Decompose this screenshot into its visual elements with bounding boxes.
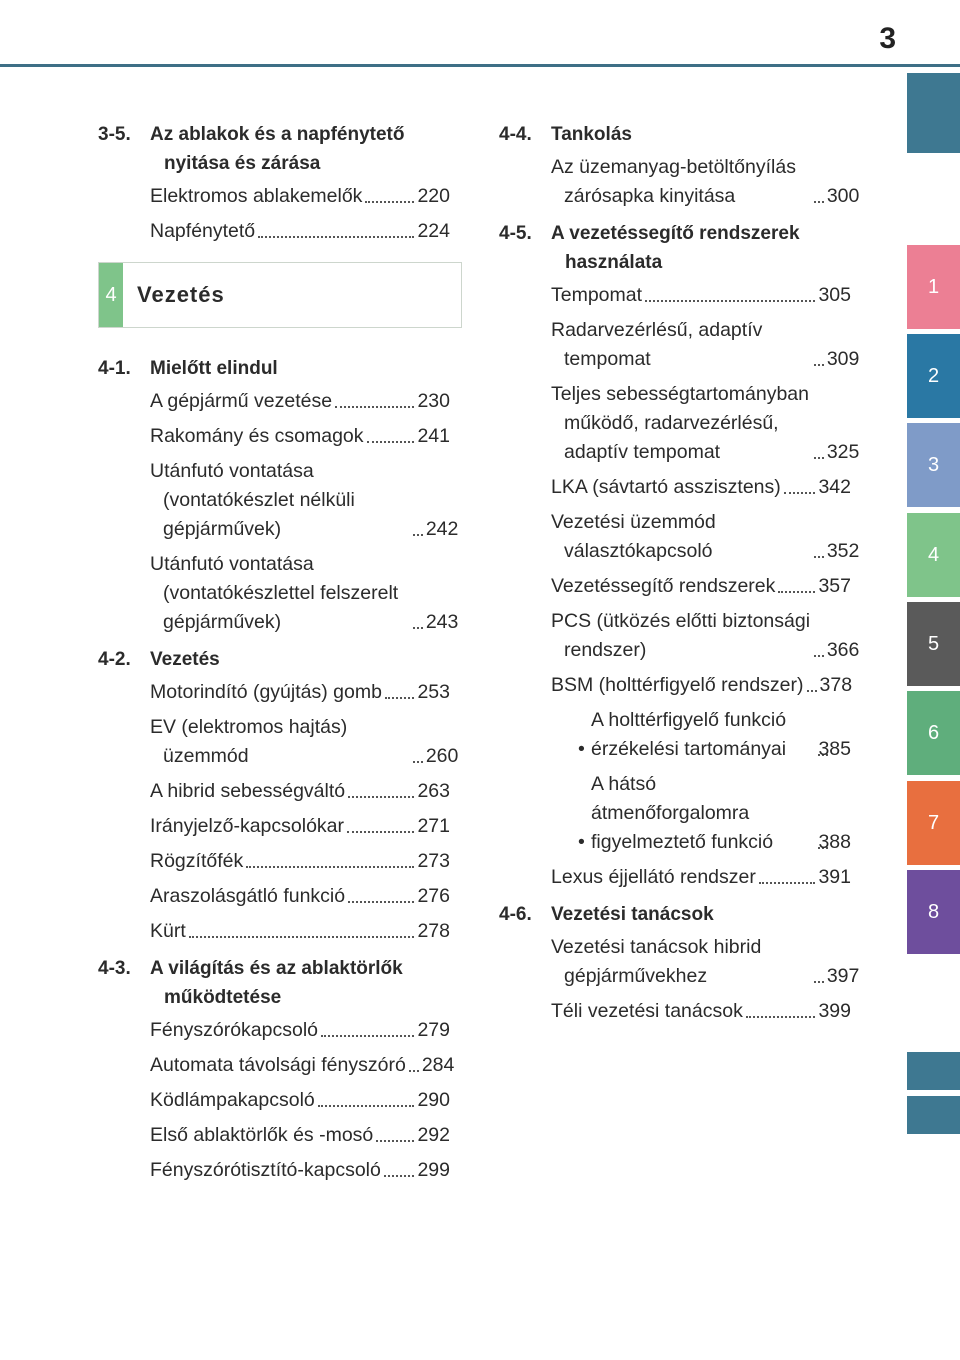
leader-dots bbox=[318, 1105, 415, 1107]
entry-page: 305 bbox=[818, 284, 851, 306]
entry-label: BSM (holttérfigyelő rendszer) bbox=[551, 674, 804, 696]
chapter-tab-2[interactable]: 2 bbox=[907, 334, 960, 418]
toc-entry[interactable] bbox=[150, 882, 450, 911]
toc-subentry[interactable] bbox=[565, 770, 851, 857]
entry-label: Radarvezérlésű, adaptív tempomat bbox=[551, 319, 763, 370]
section-heading[interactable] bbox=[499, 120, 851, 149]
toc-entry[interactable] bbox=[551, 380, 860, 467]
entry-label: Fényszórótisztító-kapcsoló bbox=[150, 1159, 381, 1181]
entry-page: 276 bbox=[417, 885, 450, 907]
entry-label: Elektromos ablakemelők bbox=[150, 185, 363, 207]
leader-dots bbox=[413, 627, 423, 629]
leader-dots bbox=[784, 492, 816, 494]
entry-label: Irányjelző-kapcsolókar bbox=[150, 815, 345, 837]
section-heading[interactable] bbox=[98, 645, 450, 674]
entry-page: 263 bbox=[417, 780, 450, 802]
entry-label: Araszolásgátló funkció bbox=[150, 885, 346, 907]
toc-entry[interactable] bbox=[551, 863, 851, 892]
leader-dots bbox=[409, 1070, 419, 1072]
toc-subentry[interactable] bbox=[565, 706, 851, 764]
toc-entry[interactable] bbox=[150, 713, 459, 771]
toc-entry[interactable] bbox=[150, 1016, 450, 1045]
toc-entry[interactable] bbox=[150, 1051, 455, 1080]
toc-section-4-3 bbox=[98, 954, 455, 1185]
section-number: 4-3. bbox=[98, 958, 131, 979]
entry-page: 243 bbox=[425, 611, 459, 633]
entry-label: Utánfutó vontatása (vontatókészlettel felszerelt gépjárművek) bbox=[150, 553, 399, 633]
chapter-number: 4 bbox=[99, 263, 123, 327]
leader-dots bbox=[814, 201, 824, 203]
leader-dots bbox=[814, 981, 824, 983]
entry-page: 284 bbox=[421, 1054, 455, 1076]
section-title: Az ablakok és a napfénytető nyitása és zárása bbox=[150, 124, 405, 174]
section-heading[interactable] bbox=[98, 354, 450, 383]
bullet-icon: • bbox=[578, 738, 585, 760]
chapter-tab-7[interactable]: 7 bbox=[907, 781, 960, 865]
entry-page: 378 bbox=[819, 674, 853, 696]
entry-page: 279 bbox=[417, 1019, 450, 1041]
section-heading[interactable] bbox=[499, 219, 851, 277]
entry-page: 357 bbox=[818, 575, 851, 597]
leader-dots bbox=[814, 364, 824, 366]
chapter-heading[interactable] bbox=[98, 262, 462, 328]
leader-dots bbox=[367, 441, 415, 443]
toc-entry[interactable] bbox=[551, 153, 860, 211]
section-title: Tankolás bbox=[551, 124, 632, 145]
section-number: 3-5. bbox=[98, 124, 131, 145]
toc-entry[interactable] bbox=[150, 812, 450, 841]
toc-entry[interactable] bbox=[150, 1156, 450, 1185]
toc-section-4-5 bbox=[499, 219, 860, 892]
section-number: 4-2. bbox=[98, 649, 131, 670]
entry-page: 253 bbox=[417, 681, 450, 703]
leader-dots bbox=[189, 936, 415, 938]
entry-page: 273 bbox=[417, 850, 450, 872]
leader-dots bbox=[348, 901, 414, 903]
toc-entry[interactable] bbox=[551, 572, 851, 601]
section-number: 4-6. bbox=[499, 904, 532, 925]
entry-label: Rakomány és csomagok bbox=[150, 425, 364, 447]
entry-label: Tempomat bbox=[551, 284, 643, 306]
leader-dots bbox=[413, 534, 423, 536]
toc-section-4-2 bbox=[98, 645, 459, 946]
leader-dots bbox=[746, 1016, 816, 1018]
entry-page: 352 bbox=[826, 540, 860, 562]
toc-section-4-4 bbox=[499, 120, 860, 211]
entry-page: 385 bbox=[818, 738, 851, 760]
leader-dots bbox=[814, 556, 824, 558]
section-title: A világítás és az ablaktörlők működtetése bbox=[150, 958, 403, 1008]
leader-dots bbox=[413, 761, 423, 763]
leader-dots bbox=[365, 201, 414, 203]
entry-label: Az üzemanyag-betöltőnyílás zárósapka kinyitása bbox=[551, 156, 796, 207]
entry-page: 391 bbox=[818, 866, 851, 888]
entry-page: 220 bbox=[417, 185, 450, 207]
blank-tab[interactable] bbox=[907, 1096, 960, 1134]
entry-page: 224 bbox=[417, 220, 450, 242]
entry-page: 242 bbox=[425, 518, 459, 540]
chapter-tab-1[interactable]: 1 bbox=[907, 245, 960, 329]
entry-label: LKA (sávtartó asszisztens) bbox=[551, 476, 781, 498]
toc-entry[interactable] bbox=[150, 387, 450, 416]
toc-entry[interactable] bbox=[551, 316, 860, 374]
entry-page: 300 bbox=[826, 185, 860, 207]
entry-label: Első ablaktörlők és -mosó bbox=[150, 1124, 374, 1146]
entry-label: Vezetési tanácsok hibrid gépjárművekhez bbox=[551, 936, 762, 987]
leader-dots bbox=[258, 236, 414, 238]
toc-entry[interactable] bbox=[551, 281, 851, 310]
toc-section-3-5 bbox=[98, 120, 450, 246]
toc-entry[interactable] bbox=[150, 182, 450, 211]
leader-dots bbox=[335, 406, 414, 408]
entry-label: Motorindító (gyújtás) gomb bbox=[150, 681, 382, 703]
toc-entry[interactable] bbox=[150, 678, 450, 707]
section-heading[interactable] bbox=[98, 954, 450, 1012]
entry-page: 309 bbox=[826, 348, 860, 370]
entry-page: 241 bbox=[417, 425, 450, 447]
leader-dots bbox=[385, 697, 415, 699]
left-column bbox=[98, 120, 459, 1191]
leader-dots bbox=[348, 796, 414, 798]
blank-tab[interactable] bbox=[907, 73, 960, 153]
chapter-tab-8[interactable]: 8 bbox=[907, 870, 960, 954]
right-column bbox=[499, 120, 860, 1032]
entry-page: 342 bbox=[818, 476, 851, 498]
entry-page: 290 bbox=[417, 1089, 450, 1111]
chapter-tab-5[interactable]: 5 bbox=[907, 602, 960, 686]
entry-page: 299 bbox=[417, 1159, 450, 1181]
toc-entry[interactable] bbox=[551, 671, 851, 700]
entry-page: 230 bbox=[417, 390, 450, 412]
leader-dots bbox=[759, 882, 816, 884]
blank-tab[interactable] bbox=[907, 1052, 960, 1090]
entry-label: Ködlámpakapcsoló bbox=[150, 1089, 315, 1111]
toc-entry[interactable] bbox=[551, 933, 860, 991]
entry-page: 292 bbox=[417, 1124, 450, 1146]
leader-dots bbox=[778, 591, 815, 593]
toc-entry[interactable] bbox=[150, 422, 450, 451]
toc-entry[interactable] bbox=[150, 457, 459, 544]
section-title: Vezetés bbox=[150, 649, 220, 670]
chapter-tab-6[interactable]: 6 bbox=[907, 691, 960, 775]
toc-entry[interactable] bbox=[551, 473, 851, 502]
leader-dots bbox=[384, 1175, 415, 1177]
entry-label: Vezetéssegítő rendszerek bbox=[551, 575, 776, 597]
section-heading[interactable] bbox=[98, 120, 450, 178]
entry-label: Rögzítőfék bbox=[150, 850, 244, 872]
toc-entry[interactable] bbox=[551, 508, 860, 566]
entry-label: Napfénytető bbox=[150, 220, 256, 242]
toc-entry[interactable] bbox=[150, 217, 450, 246]
toc-entry[interactable] bbox=[150, 847, 450, 876]
section-number: 4-5. bbox=[499, 223, 532, 244]
toc-entry[interactable] bbox=[150, 1121, 450, 1150]
entry-page: 388 bbox=[818, 831, 851, 853]
chapter-tab-4[interactable]: 4 bbox=[907, 513, 960, 597]
leader-dots bbox=[246, 866, 414, 868]
toc-entry[interactable] bbox=[551, 997, 851, 1026]
leader-dots bbox=[814, 655, 824, 657]
entry-label: Kürt bbox=[150, 920, 186, 942]
toc-section-4-1 bbox=[98, 354, 459, 637]
entry-label: Lexus éjjellátó rendszer bbox=[551, 866, 756, 888]
page-number: 3 bbox=[879, 22, 896, 55]
toc-entry[interactable] bbox=[150, 1086, 450, 1115]
entry-label: Vezetési üzemmód választókapcsoló bbox=[551, 511, 716, 562]
header-rule bbox=[0, 64, 960, 67]
entry-page: 399 bbox=[818, 1000, 851, 1022]
toc-section-4-6 bbox=[499, 900, 860, 1026]
entry-label: Teljes sebességtartományban működő, radarvezérlésű, adaptív tempomat bbox=[551, 383, 809, 463]
entry-page: 278 bbox=[417, 920, 450, 942]
chapter-title: Vezetés bbox=[137, 282, 225, 307]
entry-label: EV (elektromos hajtás) üzemmód bbox=[150, 716, 348, 767]
entry-label: A holttérfigyelő funkció érzékelési tartományai bbox=[591, 709, 787, 760]
toc-entry[interactable] bbox=[150, 550, 459, 637]
entry-label: Fényszórókapcsoló bbox=[150, 1019, 318, 1041]
entry-page: 397 bbox=[826, 965, 860, 987]
leader-dots bbox=[645, 300, 815, 302]
entry-page: 325 bbox=[826, 441, 860, 463]
section-title: Mielőtt elindul bbox=[150, 358, 278, 379]
leader-dots bbox=[814, 457, 824, 459]
toc-entry[interactable] bbox=[150, 917, 450, 946]
entry-label: Téli vezetési tanácsok bbox=[551, 1000, 743, 1022]
entry-label: PCS (ütközés előtti biztonsági rendszer) bbox=[551, 610, 811, 661]
section-heading[interactable] bbox=[499, 900, 851, 929]
section-number: 4-1. bbox=[98, 358, 131, 379]
toc-entry[interactable] bbox=[150, 777, 450, 806]
leader-dots bbox=[807, 690, 817, 692]
entry-label: A hátsó átmenőforgalomra figyelmeztető funkció bbox=[591, 773, 774, 853]
toc-entry[interactable] bbox=[551, 607, 860, 665]
bullet-icon: • bbox=[578, 831, 585, 853]
entry-label: Utánfutó vontatása (vontatókészlet nélküli gépjárművek) bbox=[150, 460, 355, 540]
section-number: 4-4. bbox=[499, 124, 532, 145]
section-title: A vezetéssegítő rendszerek használata bbox=[551, 223, 800, 273]
leader-dots bbox=[347, 831, 414, 833]
leader-dots bbox=[321, 1035, 414, 1037]
chapter-tab-3[interactable]: 3 bbox=[907, 423, 960, 507]
entry-page: 366 bbox=[826, 639, 860, 661]
leader-dots bbox=[376, 1140, 414, 1142]
entry-page: 260 bbox=[425, 745, 459, 767]
entry-page: 271 bbox=[417, 815, 450, 837]
entry-label: A gépjármű vezetése bbox=[150, 390, 333, 412]
entry-label: A hibrid sebességváltó bbox=[150, 780, 346, 802]
entry-label: Automata távolsági fényszóró bbox=[150, 1054, 406, 1076]
section-title: Vezetési tanácsok bbox=[551, 904, 714, 925]
